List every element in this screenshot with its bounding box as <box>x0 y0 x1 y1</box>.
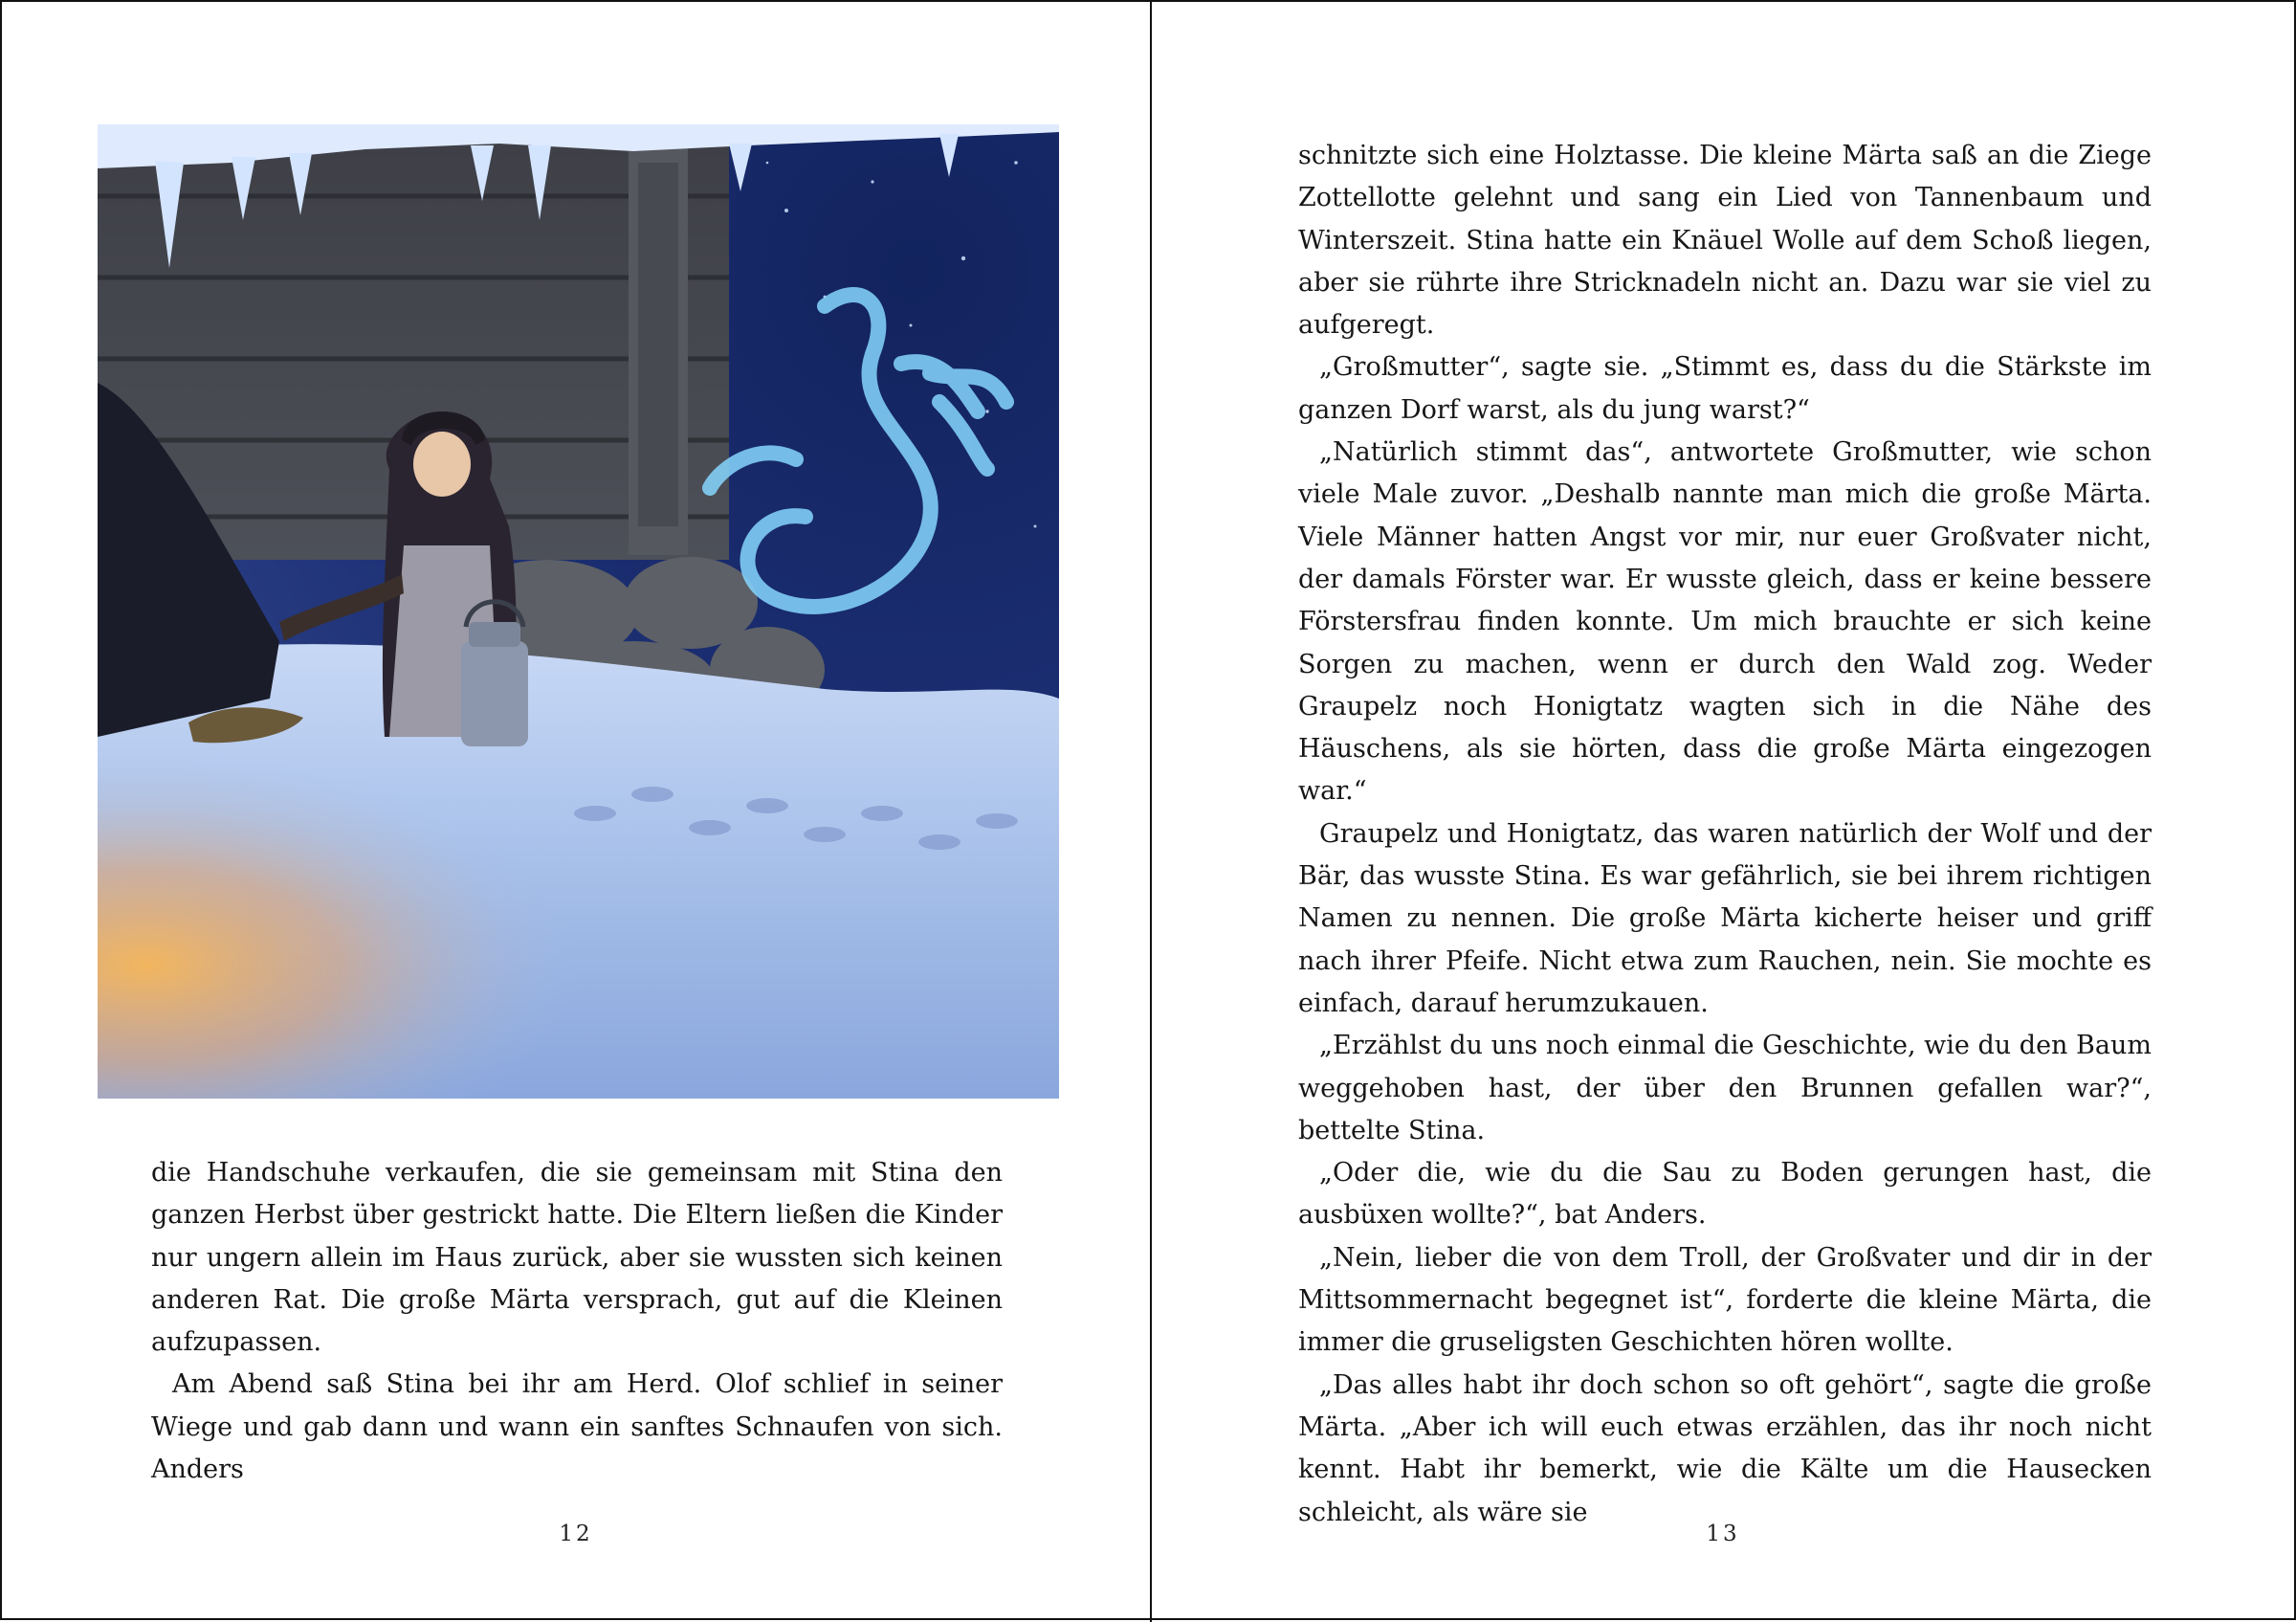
left-page-text <box>151 1152 1003 1491</box>
paragraph: schnitzte sich eine Holztasse. Die kleine Märta saß an die Ziege Zottellotte gelehnt und sang ein Lied von Tannenbaum und Winterszeit. Stina hatte ein Knäuel Wolle auf dem Schoß liegen, aber sie rührte ihre Stricknadeln nicht an. Dazu war sie viel zu aufgeregt. <box>1298 141 2152 341</box>
paragraph: „Nein, lieber die von dem Troll, der Großvater und dir in der Mittsommernacht begegnet ist“, forderte die kleine Märta, die immer die gruseligsten Geschichten hören wollte. <box>1298 1242 2152 1358</box>
paragraph: Graupelz und Honigtatz, das waren natürlich der Wolf und der Bär, das wusste Stina. Es war gefährlich, sie bei ihrem richtigen Namen zu nennen. Die große Märta kicherte heiser und griff nach ihrer Pfeife. Nicht etwa zum Rauchen, nein. Sie mochte es einfach, darauf herumzukauen. <box>1298 818 2152 1018</box>
paragraph: die Handschuhe verkaufen, die sie gemeinsam mit Stina den ganzen Herbst über gestrickt hatte. Die Eltern ließen die Kinder nur ungern allein im Haus zurück, aber sie wussten sich keinen anderen Rat. Die große Märta versprach, gut auf die Kleinen aufzupassen. <box>151 1158 1003 1358</box>
left-page <box>2 2 1150 1622</box>
paragraph: Am Abend saß Stina bei ihr am Herd. Olof schlief in seiner Wiege und gab dann und wann ein sanftes Schnaufen von sich. Anders <box>151 1369 1003 1485</box>
paragraph: „Erzählst du uns noch einmal die Geschichte, wie du den Baum weggehoben hast, der über den Brunnen gefallen war?“, bettelte Stina. <box>1298 1031 2152 1145</box>
paragraph: „Großmutter“, sagte sie. „Stimmt es, dass du die Stärkste im ganzen Dorf warst, als du jung warst?“ <box>1298 352 2152 425</box>
right-page <box>1152 2 2296 1622</box>
page-number: 12 <box>559 1522 593 1546</box>
illustration-artwork <box>98 124 1059 1099</box>
page-number: 13 <box>1706 1522 1740 1546</box>
paragraph: „Oder die, wie du die Sau zu Boden gerungen hast, die ausbüxen wollte?“, bat Anders. <box>1298 1158 2152 1231</box>
paragraph: „Natürlich stimmt das“, antwortete Großmutter, wie schon viele Male zuvor. „Deshalb nannte man mich die große Märta. Viele Männer hatten Angst vor mir, nur euer Großvater nicht, der damals Förster war. Er wusste gleich, dass er keine bessere Förstersfrau finden konnte. Um mich brauchte er sich keine Sorgen zu machen, wenn er durch den Wald zog. Weder Graupelz noch Honigtatz wagten sich in die Nähe des Häuschens, als sie hörten, dass die große Märta eingezogen war.“ <box>1298 437 2152 807</box>
right-page-text <box>1298 135 2152 1534</box>
winter-night-illustration <box>98 124 1059 1099</box>
paragraph: „Das alles habt ihr doch schon so oft gehört“, sagte die große Märta. „Aber ich will euch etwas erzählen, das ihr noch nicht kennt. Habt ihr bemerkt, wie die Kälte um die Hausecken schleicht, als wäre sie <box>1298 1369 2152 1527</box>
